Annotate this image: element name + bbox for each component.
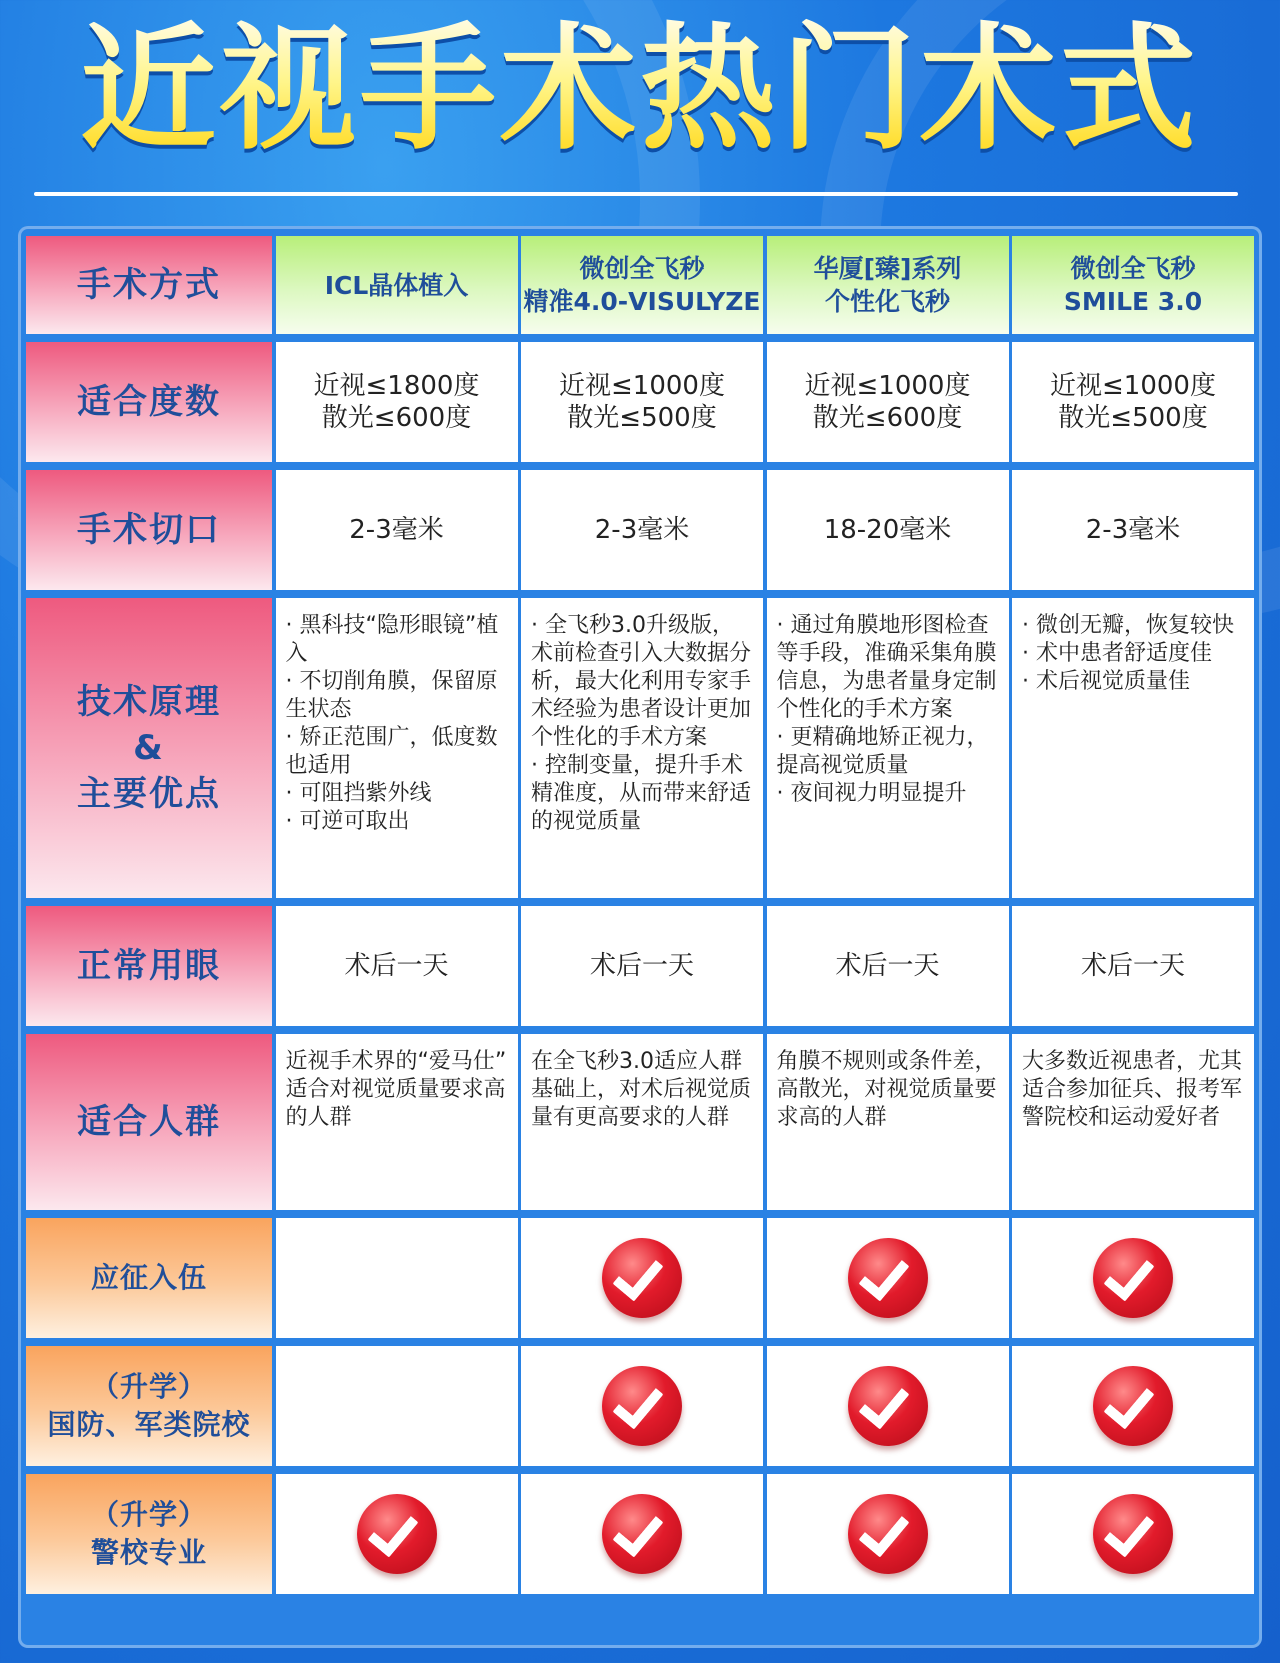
row-header-police-school <box>26 1474 272 1594</box>
red-check-icon <box>602 1366 682 1446</box>
normal-use-cell: 术后一天 <box>767 906 1009 1026</box>
normal-use-cell: 术后一天 <box>1012 906 1254 1026</box>
column-header-line: SMILE 3.0 <box>1063 287 1203 316</box>
row-header-line: 国防、军类院校 <box>47 1408 251 1441</box>
degree-myopia: 近视≤1000度 <box>1050 371 1216 401</box>
audience-cell: 近视手术界的“爱马仕” 适合对视觉质量要求高的人群 <box>276 1034 518 1210</box>
audience-cell: 大多数近视患者，尤其适合参加征兵、报考军警院校和运动爱好者 <box>1012 1034 1254 1210</box>
check-cell <box>767 1218 1009 1338</box>
row-header-line: （升学） <box>90 1370 207 1403</box>
row-header-incision: 手术切口 <box>26 470 272 590</box>
check-cell <box>521 1218 763 1338</box>
red-check-icon <box>602 1238 682 1318</box>
row-header-line: 警校专业 <box>90 1536 207 1569</box>
degree-cell <box>276 342 518 462</box>
incision-cell: 2-3毫米 <box>521 470 763 590</box>
row-header-enlist: 应征入伍 <box>26 1218 272 1338</box>
check-cell <box>521 1346 763 1466</box>
normal-use-cell: 术后一天 <box>521 906 763 1026</box>
check-cell <box>1012 1346 1254 1466</box>
comparison-table <box>26 236 1254 1640</box>
row-header-surgery-method: 手术方式 <box>26 236 272 334</box>
red-check-icon <box>357 1494 437 1574</box>
column-header-line: 微创全飞秒 <box>579 254 705 283</box>
column-header-personalized-femto <box>767 236 1009 334</box>
degree-myopia: 近视≤1000度 <box>559 371 725 401</box>
audience-cell: 在全飞秒3.0适应人群基础上，对术后视觉质量有更高要求的人群 <box>521 1034 763 1210</box>
degree-cell <box>1012 342 1254 462</box>
page-title: 近视手术热门术式 <box>0 8 1280 173</box>
check-cell <box>276 1218 518 1338</box>
incision-cell: 18-20毫米 <box>767 470 1009 590</box>
row-header-normal-use: 正常用眼 <box>26 906 272 1026</box>
row-header-line: 技术原理 <box>77 682 221 722</box>
audience-cell: 角膜不规则或条件差，高散光，对视觉质量要求高的人群 <box>767 1034 1009 1210</box>
principle-cell: · 黑科技“隐形眼镜”植入 · 不切削角膜，保留原生状态 · 矫正范围广，低度数也适用 · 可阻挡紫外线 · 可逆可取出 <box>276 598 518 898</box>
title-divider <box>34 192 1238 196</box>
column-header-visulyze <box>521 236 763 334</box>
column-header-smile <box>1012 236 1254 334</box>
degree-astigmatism: 散光≤600度 <box>812 403 963 433</box>
degree-astigmatism: 散光≤500度 <box>567 403 717 433</box>
column-header-line: 华厦[臻]系列 <box>813 254 962 283</box>
red-check-icon <box>1093 1494 1173 1574</box>
degree-cell <box>521 342 763 462</box>
red-check-icon <box>1093 1366 1173 1446</box>
row-header-line: 主要优点 <box>77 774 221 814</box>
red-check-icon <box>848 1238 928 1318</box>
check-cell <box>1012 1474 1254 1594</box>
row-header-degree: 适合度数 <box>26 342 272 462</box>
red-check-icon <box>848 1494 928 1574</box>
degree-astigmatism: 散光≤600度 <box>321 403 472 433</box>
row-header-line: & <box>133 728 165 768</box>
degree-myopia: 近视≤1000度 <box>804 371 971 401</box>
degree-astigmatism: 散光≤500度 <box>1058 403 1208 433</box>
red-check-icon <box>1093 1238 1173 1318</box>
check-cell <box>276 1474 518 1594</box>
check-cell <box>767 1346 1009 1466</box>
column-header-icl <box>276 236 518 334</box>
column-header-line: ICL晶体植入 <box>324 270 469 300</box>
red-check-icon <box>848 1366 928 1446</box>
check-cell <box>767 1474 1009 1594</box>
red-check-icon <box>602 1494 682 1574</box>
check-cell <box>521 1474 763 1594</box>
row-header-principle <box>26 598 272 898</box>
row-header-audience: 适合人群 <box>26 1034 272 1210</box>
check-cell <box>1012 1218 1254 1338</box>
row-header-line: （升学） <box>90 1498 207 1531</box>
degree-myopia: 近视≤1800度 <box>313 371 480 401</box>
column-header-line: 微创全飞秒 <box>1070 254 1196 283</box>
incision-cell: 2-3毫米 <box>1012 470 1254 590</box>
principle-cell: · 微创无瓣，恢复较快 · 术中患者舒适度佳 · 术后视觉质量佳 <box>1012 598 1254 898</box>
incision-cell: 2-3毫米 <box>276 470 518 590</box>
column-header-line: 精准4.0-VISULYZE <box>523 287 761 316</box>
row-header-military-school <box>26 1346 272 1466</box>
degree-cell <box>767 342 1009 462</box>
principle-cell: · 全飞秒3.0升级版，术前检查引入大数据分析，最大化利用专家手术经验为患者设计更加个性化的手术方案 · 控制变量，提升手术精准度，从而带来舒适的视觉质量 <box>521 598 763 898</box>
normal-use-cell: 术后一天 <box>276 906 518 1026</box>
principle-cell: · 通过角膜地形图检查等手段，准确采集角膜信息，为患者量身定制个性化的手术方案 · 更精确地矫正视力，提高视觉质量 · 夜间视力明显提升 <box>767 598 1009 898</box>
check-cell <box>276 1346 518 1466</box>
column-header-line: 个性化飞秒 <box>824 287 950 316</box>
